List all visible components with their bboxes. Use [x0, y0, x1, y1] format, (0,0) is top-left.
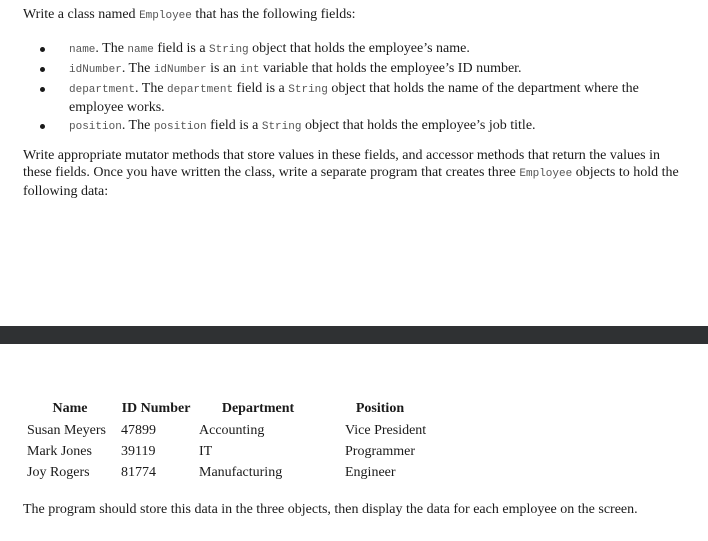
cell-department: IT	[199, 444, 213, 459]
field-name-code: position	[69, 121, 122, 133]
field-text: is an	[206, 61, 240, 76]
field-text: field is a	[206, 118, 262, 133]
cell-department: Accounting	[199, 423, 265, 438]
field-text: field is a	[153, 41, 210, 56]
field-text: object that holds the employee’s job title.	[301, 118, 536, 133]
cell-position: Programmer	[345, 444, 415, 459]
cell-name: Joy Rogers	[27, 465, 90, 480]
instructions-paragraph	[23, 147, 683, 200]
intro-text-before: Write a class named	[23, 7, 140, 22]
class-name-code: Employee	[139, 10, 192, 22]
closing-paragraph: The program should store this data in the three objects, then display the data for each employee on the screen.	[23, 502, 638, 517]
field-text: object that holds the name of the department where the employee works.	[69, 81, 639, 115]
column-header-name: Name	[52, 401, 88, 416]
bullet-icon	[40, 87, 45, 92]
field-text: . The	[121, 118, 154, 133]
field-item-position	[40, 117, 680, 136]
field-list	[40, 40, 680, 137]
bullet-icon	[40, 124, 45, 129]
cell-position: Vice President	[345, 423, 427, 438]
cell-name: Susan Meyers	[27, 423, 106, 438]
cell-id-number: 81774	[121, 465, 156, 480]
field-ref-code: department	[167, 84, 234, 96]
paragraph-text-before: Write appropriate mutator methods that store values in these fields, and accessor methods that return the values in these fields. Once you have written the class, write a separate program that creates three	[23, 148, 661, 180]
field-ref-code: idNumber	[153, 64, 207, 76]
column-header-department: Department	[221, 401, 295, 416]
table-row	[23, 462, 439, 483]
intro-text-after: that has the following fields:	[191, 7, 356, 22]
field-ref-code: name	[127, 44, 154, 56]
field-ref-code: position	[153, 121, 207, 133]
field-text: object that holds the employee’s name.	[248, 41, 470, 56]
field-type-code: int	[239, 64, 260, 76]
field-type-code: String	[261, 121, 302, 133]
table-row	[23, 441, 439, 462]
cell-position: Engineer	[345, 465, 396, 480]
field-name-code: department	[69, 84, 136, 96]
table-header-row	[23, 399, 439, 420]
cell-id-number: 39119	[121, 444, 156, 459]
intro-sentence	[23, 6, 683, 25]
field-item-idnumber	[40, 60, 680, 79]
field-text: . The	[95, 41, 128, 56]
field-text: . The	[135, 81, 168, 96]
field-name-code: name	[69, 44, 96, 56]
bullet-icon	[40, 67, 45, 72]
column-header-position: Position	[355, 401, 405, 416]
bullet-icon	[40, 47, 45, 52]
field-text: . The	[121, 61, 154, 76]
divider-bar	[0, 326, 708, 344]
class-name-code: Employee	[519, 168, 573, 180]
employee-table	[23, 399, 439, 483]
field-item-name	[40, 40, 680, 59]
column-header-id-number: ID Number	[121, 401, 191, 416]
paragraph-text-after: objects to hold the following data:	[23, 165, 679, 199]
field-type-code: String	[209, 44, 249, 56]
field-item-department	[40, 80, 680, 116]
field-text: variable that holds the employee’s ID number.	[259, 61, 522, 76]
field-type-code: String	[288, 84, 328, 96]
cell-department: Manufacturing	[199, 465, 283, 480]
cell-name: Mark Jones	[27, 444, 92, 459]
table-row	[23, 420, 439, 441]
cell-id-number: 47899	[121, 423, 156, 438]
field-text: field is a	[233, 81, 289, 96]
field-name-code: idNumber	[69, 64, 122, 76]
